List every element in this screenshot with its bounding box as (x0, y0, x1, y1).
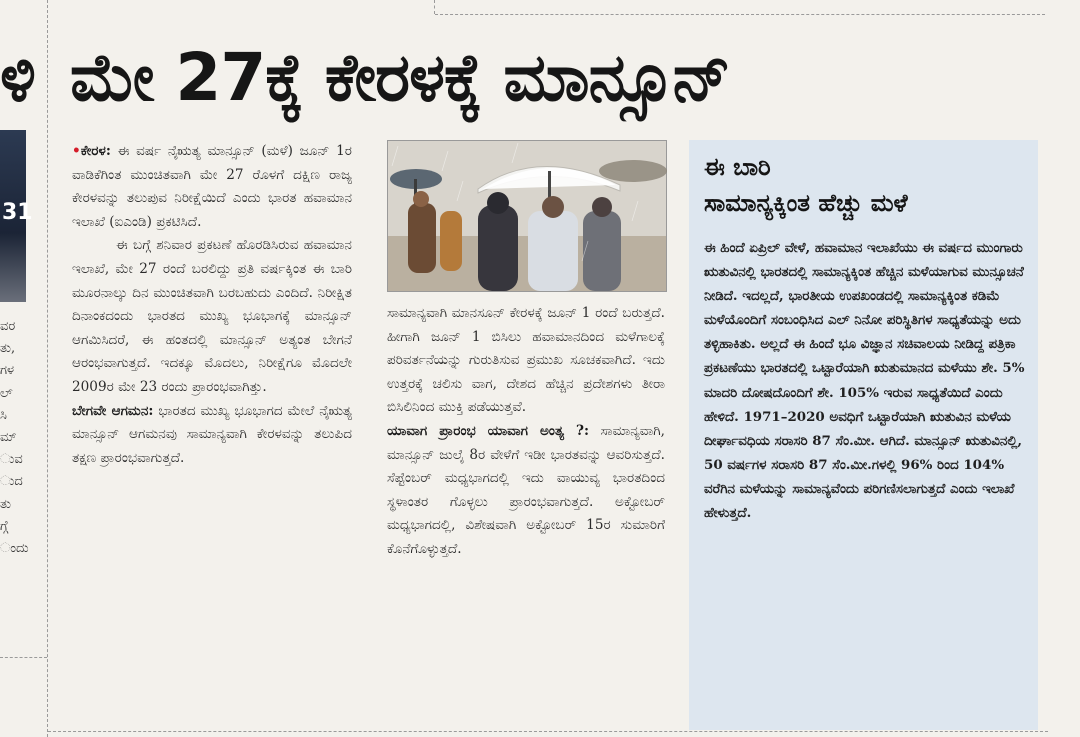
sidebar-title-line1: ಈ ಬಾರಿ (704, 153, 771, 181)
col1-para2: ಈ ಬಗ್ಗೆ ಶನಿವಾರ ಪ್ರಕಟಣೆ ಹೊರಡಿಸಿರುವ ಹವಾಮಾನ ಇಲಾಖೆ, ಮೇ 27 ರಂದೆ ಬರಲಿದ್ದು ಪ್ರತಿ ವರ್ಷಕ್ಕಿಂತ ಈ ಬಾರಿ ಮೂರನಾಲ್ಕು ದಿನ ಮುಂಚಿತವಾಗಿ ಬರಬಹುದು ಎಂದಿದೆ. ನಿರೀಕ್ಷಿತ ದಿನಾಂಕದಂದು ಭಾರತದ ಮುಖ್ಯ ಭೂಭಾಗಕ್ಕೆ ಮಾನ್ಸೂನ್ ಆಗಮಿಸಿದರೆ, ಈ ಹಂತದಲ್ಲಿ ಮಾನ್ಸೂನ್ ಅತ್ಯಂತ ಬೇಗನೆ ಆರಂಭವಾಗುತ್ತದೆ. ಇದಕ್ಕೂ ಮೊದಲು, ನಿರೀಕ್ಷೆಗೂ ಮೊದಲೇ 2009ರ ಮೇ 23 ರಂದು ಪ್ರಾರಂಭವಾಗಿತ್ತು. (72, 237, 352, 395)
col1-sub1-text: ಭಾರತದ ಮುಖ್ಯ ಭೂಭಾಗದ ಮೇಲೆ ನೈಋತ್ಯ ಮಾನ್ಸೂನ್ ಆಗಮನವು ಸಾಮಾನ್ಯವಾಗಿ ಕೇರಳವನ್ನು ತಲುಪಿದ ತಕ್ಷಣ ಪ್ರಾರಂಭವಾಗುತ್ತದೆ. (72, 402, 352, 466)
prev-headline-fragment: ಳಿ (0, 39, 36, 116)
left-fragment-line: ುದ (0, 474, 23, 490)
left-fragment-line: ಗ್ಗೆ (0, 518, 9, 534)
col1-sub1 (72, 400, 352, 471)
left-bottom-rule (0, 657, 47, 658)
bottom-rule (48, 731, 1048, 732)
col2-sub2-text: ಸಾಮಾನ್ಯವಾಗಿ, ಮಾನ್ಸೂನ್ ಜುಲೈ 8ರ ವೇಳೆಗೆ ಇಡೀ ಭಾರತವನ್ನು ಆವರಿಸುತ್ತದೆ. ಸೆಪ್ಟೆಂಬರ್ ಮಧ್ಯಭಾಗದಲ್ಲಿ ಇದು ವಾಯುವ್ಯ ಭಾರತದಿಂದ ಸ್ಥಳಾಂತರ ಗೊಳ್ಳಲು ಪ್ರಾರಂಭವಾಗುತ್ತದೆ. ಅಕ್ಟೋಬರ್ ಮಧ್ಯಭಾಗದಲ್ಲಿ, ವಿಶೇಷವಾಗಿ ಅಕ್ಟೋಬರ್ 15ರ ಸುಮಾರಿಗೆ ಕೊನೆಗೊಳ್ಳುತ್ತದೆ. (387, 422, 666, 557)
col2-para1: ಸಾಮಾನ್ಯವಾಗಿ ಮಾನಸೂನ್ ಕೇರಳಕ್ಕೆ ಜೂನ್ 1 ರಂದೆ ಬರುತ್ತದೆ. ಹೀಗಾಗಿ ಜೂನ್ 1 ಬಿಸಿಲು ಹವಾಮಾನದಿಂದ ಮಳೆಗಾಲಕ್ಕೆ ಪರಿವರ್ತನೆಯನ್ನು ಗುರುತಿಸುವ ಪ್ರಮುಖ ಸೂಚಕವಾಗಿದೆ. ಇದು ಉತ್ತರಕ್ಕೆ ಚಲಿಸು ವಾಗ, ದೇಶದ ಹೆಚ್ಚಿನ ಪ್ರದೇಶಗಳು ತೀರಾ ಬಿಸಿಲಿನಿಂದ ಮುಕ್ತಿ ಪಡೆಯುತ್ತವೆ. (387, 305, 665, 416)
left-photo (0, 130, 33, 302)
left-fragment-line: ಮ್ (0, 430, 17, 446)
sidebar-body-text: ಈ ಹಿಂದೆ ಏಪ್ರಿಲ್ ವೇಳೆ, ಹವಾಮಾನ ಇಲಾಖೆಯು ಈ ವರ್ಷದ ಮುಂಗಾರು ಋತುವಿನಲ್ಲಿ ಭಾರತದಲ್ಲಿ ಸಾಮಾನ್ಯಕ್ಕಿಂತ ಹೆಚ್ಚಿನ ಮಳೆಯಾಗುವ ಮುನ್ಸೂಚನೆ ನೀಡಿದೆ. ಇದಲ್ಲದೆ, ಭಾರತೀಯ ಉಪಖಂಡದಲ್ಲಿ ಸಾಮಾನ್ಯಕ್ಕಿಂತ ಕಡಿಮೆ ಮಳೆಯೊಂದಿಗೆ ಸಂಬಂಧಿಸಿದ ಎಲ್ ನಿನೋ ಪರಿಸ್ಥಿತಿಗಳ ಸಾಧ್ಯತೆಯನ್ನು ಅದು ತಳ್ಳಿಹಾಕಿತು. ಅಲ್ಲದೆ ಈ ಹಿಂದೆ ಭೂ ವಿಜ್ಞಾನ ಸಚಿವಾಲಯ ನೀಡಿದ್ದ ಪತ್ರಿಕಾ ಪ್ರಕಟಣೆಯು ಭಾರತದಲ್ಲಿ ಒಟ್ಟಾರೆಯಾಗಿ ಋತುಮಾನದ ಮಳೆಯು ಶೇ. 5% ಮಾದರಿ ದೋಷದೊಂದಿಗೆ ಶೇ. 105% ಇರುವ ಸಾಧ್ಯತೆಯಿದೆ ಎಂದು ಹೇಳಿದೆ. 1971–2020 ಅವಧಿಗೆ ಒಟ್ಟಾರೆಯಾಗಿ ಋತುವಿನ ಮಳೆಯ ದೀರ್ಘಾವಧಿಯ ಸರಾಸರಿ 87 ಸೆಂ.ಮೀ. ಆಗಿದೆ. ಮಾನ್ಸೂನ್ ಋತುವಿನಲ್ಲಿ, 50 ವರ್ಷಗಳ ಸರಾಸರಿ 87 ಸೆಂ.ಮೀ.ಗಳಲ್ಲಿ 96% ರಿಂದ 104% ವರೆಗಿನ ಮಳೆಯನ್ನು ಸಾಮಾನ್ಯವೆಂದು ಪರಿಗಣಿಸಲಾಗುತ್ತದೆ ಎಂದು ಇಲಾಖೆ ಹೇಳುತ್ತದೆ. (704, 240, 1025, 522)
photo-number: 31 (2, 200, 33, 225)
left-fragment-line: ವರ (0, 319, 16, 334)
col1-para1 (72, 140, 352, 234)
top-divider (434, 0, 435, 14)
headline: ಮೇ 27ಕ್ಕೆ ಕೇರಳಕ್ಕೆ ಮಾನ್ಸೂನ್ (70, 39, 730, 116)
article-column-2 (387, 302, 665, 730)
sidebar-title (704, 149, 1034, 221)
left-fragment-line: ತು (0, 496, 12, 512)
left-fragment-line: ತು, (0, 341, 16, 357)
rain-umbrella-photo (387, 140, 667, 292)
left-article-fragment (0, 316, 30, 560)
left-fragment-line: ಗಳ (0, 363, 15, 379)
bullet-icon: • (72, 143, 81, 159)
subhead-early-arrival: ಬೇಗವೇ ಆಗಮನ: (72, 402, 154, 419)
photo-illustration (388, 141, 666, 291)
left-fragment-line: ಂದು (0, 541, 29, 557)
top-rule-right (435, 14, 1045, 15)
col1-para1-text: ಈ ವರ್ಷ ನೈಋತ್ಯ ಮಾನ್ಸೂನ್ (ಮಳೆ) ಜೂನ್ 1ರ ವಾಡಿಕೆಗಿಂತ ಮುಂಚಿತವಾಗಿ ಮೇ 27 ರೊಳಗೆ ದಕ್ಷಿಣ ರಾಜ್ಯ ಕೇರಳವನ್ನು ತಲುಪುವ ನಿರೀಕ್ಷೆಯಿದೆ ಎಂದು ಭಾರತ ಹವಾಮಾನ ಇಲಾಖೆ (ಐಎಂಡಿ) ಪ್ರಕಟಿಸಿದೆ. (72, 143, 352, 230)
subhead-when-start-end: ಯಾವಾಗ ಪ್ರಾರಂಭ ಯಾವಾಗ ಅಂತ್ಯ ?: (387, 422, 589, 439)
left-fragment-line: ಲ್ (0, 385, 13, 401)
left-fragment-line: ುವ (0, 452, 23, 468)
left-fragment-line: ಸಿ (0, 407, 7, 423)
sidebar-title-line2: ಸಾಮಾನ್ಯಕ್ಕಿಂತ ಹೆಚ್ಚು ಮಳೆ (704, 189, 908, 217)
article-column-1 (72, 140, 352, 730)
left-column-divider (47, 0, 48, 737)
col2-sub2 (387, 420, 665, 562)
dateline: ಕೇರಳ: (80, 143, 111, 159)
sidebar-body (704, 236, 1026, 726)
